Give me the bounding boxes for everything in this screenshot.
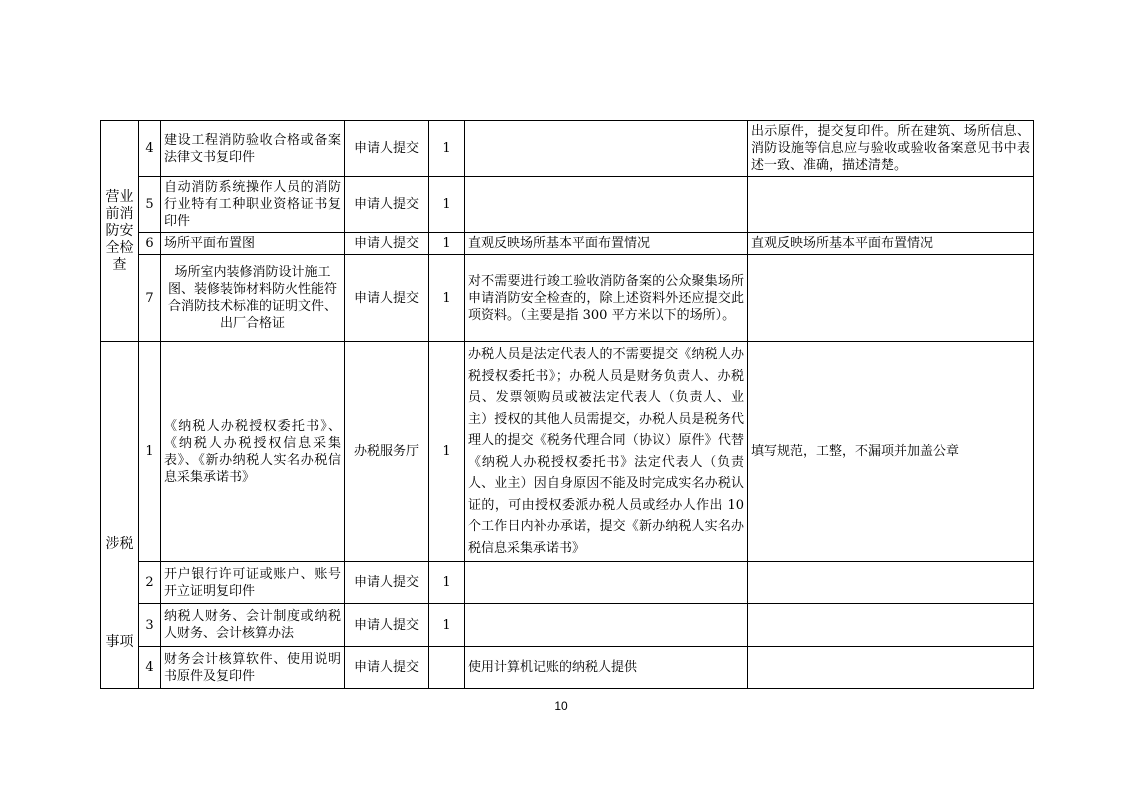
row-number: 6 — [139, 233, 161, 255]
material-name: 场所平面布置图 — [161, 233, 345, 255]
material-source: 申请人提交 — [345, 647, 429, 689]
row-number: 4 — [139, 121, 161, 177]
material-requirement — [748, 177, 1034, 233]
material-name: 《纳税人办税授权委托书》、《纳税人办税授权信息采集表》、《新办纳税人实名办税信息采集承诺书》 — [161, 342, 345, 562]
material-requirement: 填写规范，工整，不漏项并加盖公章 — [748, 342, 1034, 562]
material-name: 纳税人财务、会计制度或纳税人财务、会计核算办法 — [161, 604, 345, 647]
material-source: 申请人提交 — [345, 255, 429, 342]
page-number: 10 — [554, 699, 568, 713]
material-source: 申请人提交 — [345, 604, 429, 647]
material-requirement — [748, 562, 1034, 604]
material-note — [465, 604, 748, 647]
material-count: 1 — [429, 121, 465, 177]
material-note: 直观反映场所基本平面布置情况 — [465, 233, 748, 255]
row-number: 1 — [139, 342, 161, 562]
material-source: 申请人提交 — [345, 121, 429, 177]
material-note — [465, 177, 748, 233]
table-row — [101, 647, 1034, 689]
material-note: 对不需要进行竣工验收消防备案的公众聚集场所申请消防安全检查的，除上述资料外还应提交此项资料。（主要是指 300 平方米以下的场所）。 — [465, 255, 748, 342]
row-number: 5 — [139, 177, 161, 233]
material-requirement — [748, 604, 1034, 647]
table-row — [101, 233, 1034, 255]
category-tax-matters-line1: 涉税 — [105, 536, 134, 552]
materials-table — [100, 120, 1034, 689]
material-name: 建设工程消防验收合格或备案法律文书复印件 — [161, 121, 345, 177]
material-count: 1 — [429, 562, 465, 604]
table-row — [101, 342, 1034, 562]
material-count: 1 — [429, 233, 465, 255]
material-count: 1 — [429, 342, 465, 562]
material-requirement: 出示原件，提交复印件。所在建筑、场所信息、消防设施等信息应与验收或验收备案意见书中表述一致、准确，描述清楚。 — [748, 121, 1034, 177]
material-note — [465, 121, 748, 177]
material-name: 财务会计核算软件、使用说明书原件及复印件 — [161, 647, 345, 689]
table-row — [101, 177, 1034, 233]
material-note: 办税人员是法定代表人的不需要提交《纳税人办税授权委托书》；办税人员是财务负责人、办税员、发票领购员或被法定代表人（负责人、业主）授权的其他人员需提交，办税人员是税务代理人的提交《税务代理合同（协议）原件》代替《纳税人办税授权委托书》法定代表人（负责人、业主）因自身原因不能及时完成实名办税认证的，可由授权委派办税人员或经办人作出 10 个工作日内补办承诺，提交《新办纳税人实名办税信息采集承诺书》 — [465, 342, 748, 562]
material-requirement — [748, 255, 1034, 342]
material-source: 申请人提交 — [345, 562, 429, 604]
table-row — [101, 604, 1034, 647]
material-requirement — [748, 647, 1034, 689]
material-count: 1 — [429, 255, 465, 342]
category-pre-opening-fire-check: 营业前消防安全检查 — [101, 121, 139, 342]
row-number: 2 — [139, 562, 161, 604]
material-note: 使用计算机记账的纳税人提供 — [465, 647, 748, 689]
row-number: 3 — [139, 604, 161, 647]
category-tax-matters-line2: 事项 — [105, 634, 134, 650]
material-source: 申请人提交 — [345, 233, 429, 255]
material-count: 1 — [429, 604, 465, 647]
table-row — [101, 562, 1034, 604]
material-requirement: 直观反映场所基本平面布置情况 — [748, 233, 1034, 255]
material-note — [465, 562, 748, 604]
material-count: 1 — [429, 177, 465, 233]
material-source: 办税服务厅 — [345, 342, 429, 562]
category-tax-matters-cell — [101, 342, 139, 689]
material-name: 自动消防系统操作人员的消防行业特有工种职业资格证书复印件 — [161, 177, 345, 233]
material-name: 场所室内装修消防设计施工图、装修装饰材料防火性能符合消防技术标准的证明文件、出厂合格证 — [161, 255, 345, 342]
material-name: 开户银行许可证或账户、账号开立证明复印件 — [161, 562, 345, 604]
material-source: 申请人提交 — [345, 177, 429, 233]
table-row — [101, 121, 1034, 177]
row-number: 4 — [139, 647, 161, 689]
material-count — [429, 647, 465, 689]
row-number: 7 — [139, 255, 161, 342]
table-row — [101, 255, 1034, 342]
